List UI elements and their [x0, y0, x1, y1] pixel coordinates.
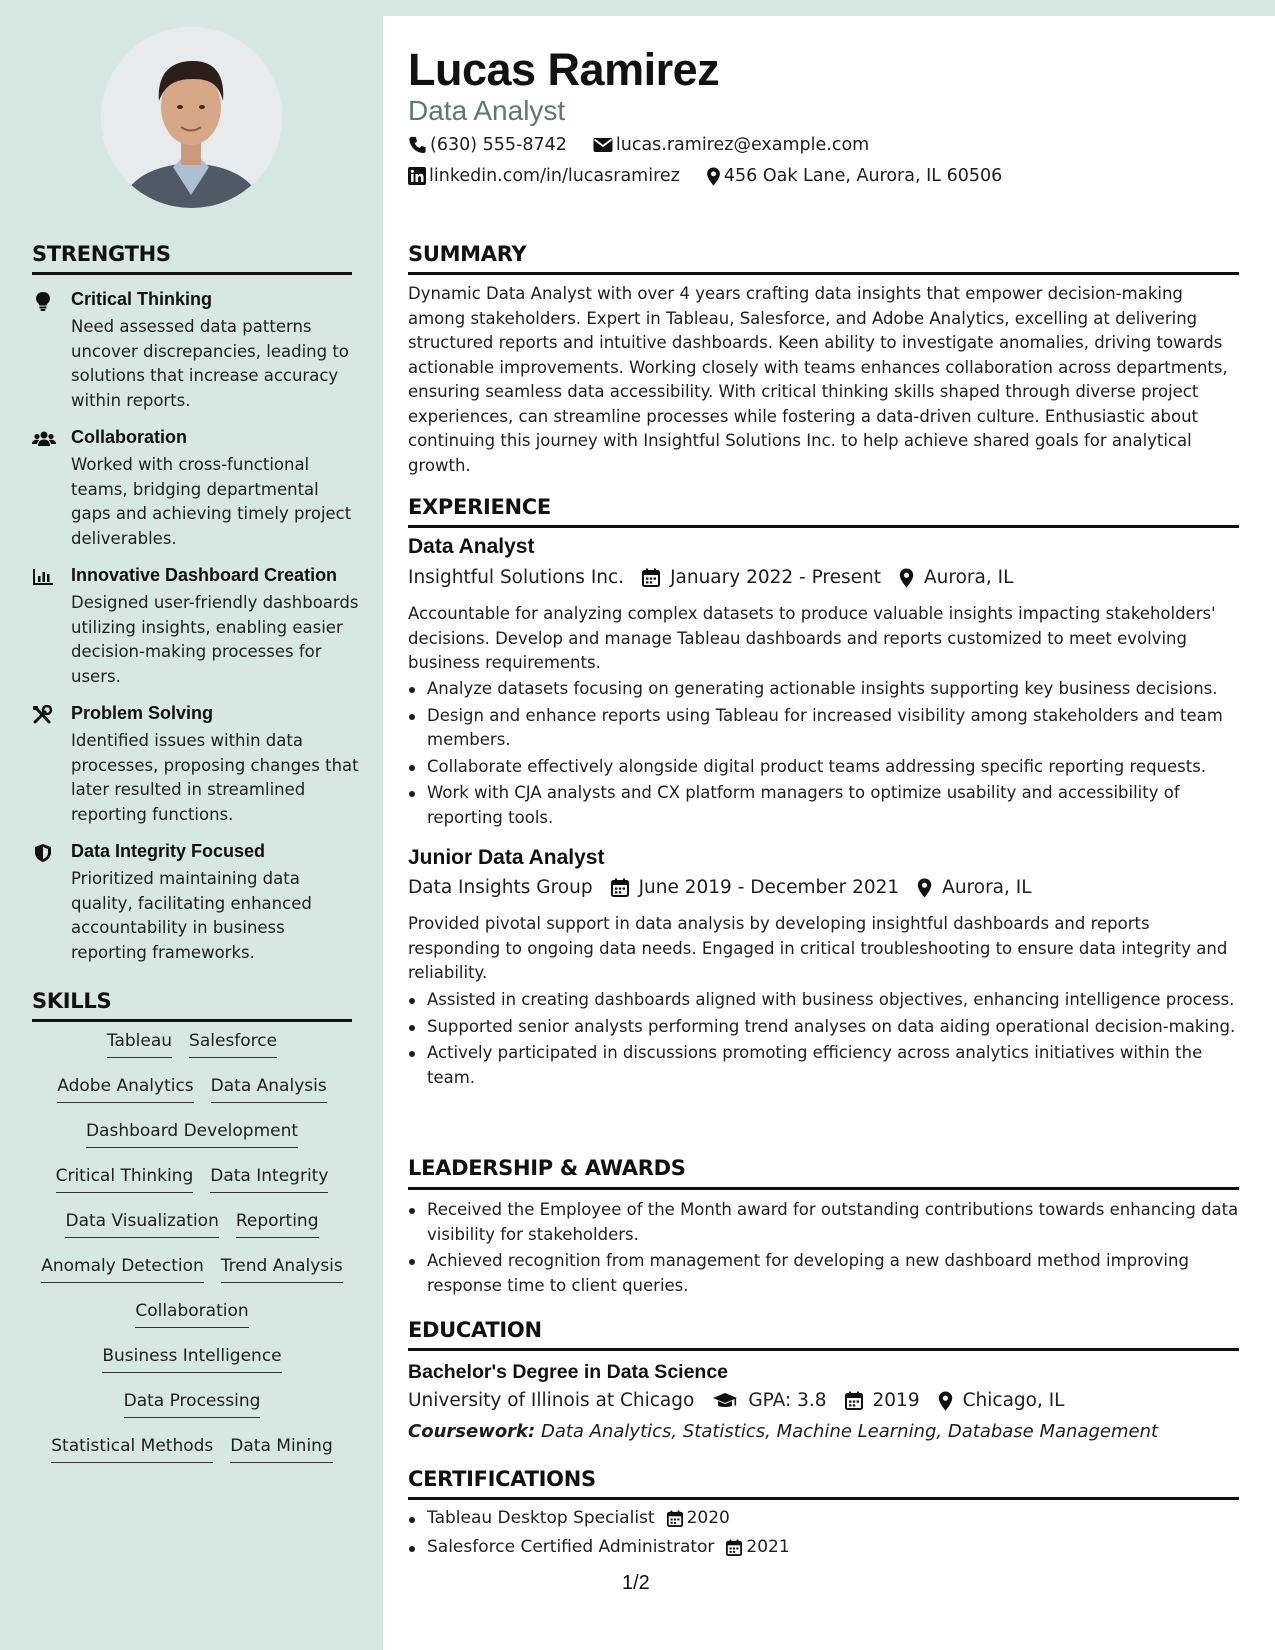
job-description: Accountable for analyzing complex datasets to produce valuable insights impacting stakeholders' decisions. Develop and manage Tableau dashboards and reports customized to meet evolving business requirements.	[408, 604, 1216, 672]
linkedin-icon	[408, 167, 426, 185]
list-item: Collaborate effectively alongside digital product teams addressing specific reporting requests.	[427, 755, 1242, 780]
certification-year: 2020	[686, 1508, 730, 1528]
skill-tag: Data Mining	[230, 1436, 332, 1463]
job-bullets	[427, 677, 1242, 832]
location-pin-icon	[917, 878, 932, 898]
candidate-title: Data Analyst	[408, 95, 566, 126]
job-location: Aurora, IL	[924, 567, 1014, 588]
users-icon	[32, 429, 56, 449]
certification-year: 2021	[746, 1537, 790, 1557]
calendar-icon	[845, 1391, 863, 1410]
school-name: University of Illinois at Chicago	[408, 1390, 695, 1411]
calendar-icon	[611, 878, 629, 897]
tools-icon	[32, 705, 54, 725]
job-company: Data Insights Group	[408, 877, 593, 898]
skill-tag: Collaboration	[135, 1301, 248, 1328]
skill-tag: Anomaly Detection	[41, 1256, 204, 1283]
skill-tag: Trend Analysis	[221, 1256, 343, 1283]
address-text: 456 Oak Lane, Aurora, IL 60506	[723, 166, 1003, 186]
calendar-icon	[642, 568, 660, 587]
list-item: Received the Employee of the Month award for outstanding contributions towards enhancing data visibility for stakeholders.	[427, 1198, 1242, 1247]
job-description: Provided pivotal support in data analysis by developing insightful dashboards and reports responding to ongoing data needs. Engaged in critical troubleshooting to ensure data integrity and reliability.	[408, 914, 1228, 982]
strength-title: Collaboration	[71, 427, 187, 447]
skill-tag: Salesforce	[189, 1031, 277, 1058]
contact-row	[408, 135, 895, 155]
email-text: lucas.ramirez@example.com	[615, 135, 870, 155]
skills-rule	[32, 1019, 352, 1022]
degree-title: Bachelor's Degree in Data Science	[408, 1361, 729, 1383]
list-item: Supported senior analysts performing trend analyses on data aiding operational decision-making.	[427, 1015, 1242, 1040]
skills-list	[32, 1031, 352, 1481]
education-meta	[408, 1390, 1083, 1411]
education-rule	[408, 1348, 1239, 1351]
contact-row	[408, 166, 1028, 186]
skill-tag: Critical Thinking	[56, 1166, 194, 1193]
education-heading: EDUCATION	[408, 1318, 542, 1342]
skill-tag: Business Intelligence	[102, 1346, 281, 1373]
strength-desc: Need assessed data patterns uncover discrepancies, leading to solutions that increase accuracy within reports.	[71, 317, 349, 410]
list-item: Design and enhance reports using Tableau for increased visibility among stakeholders and team members.	[427, 704, 1242, 753]
job-bullets	[427, 988, 1242, 1092]
strengths-rule	[32, 272, 352, 275]
strength-title: Problem Solving	[71, 703, 214, 723]
strength-title: Critical Thinking	[71, 289, 213, 309]
graduation-cap-icon	[712, 1392, 738, 1410]
calendar-icon	[667, 1510, 683, 1527]
school-location: Chicago, IL	[962, 1390, 1065, 1411]
leadership-bullets	[427, 1198, 1242, 1300]
certification-item	[427, 1537, 790, 1557]
linkedin-text: linkedin.com/in/lucasramirez	[429, 166, 680, 186]
job-company: Insightful Solutions Inc.	[408, 567, 625, 588]
location-pin-icon	[706, 167, 721, 186]
lightbulb-icon	[32, 291, 54, 311]
job-meta	[408, 877, 1050, 898]
bar-chart-icon	[32, 567, 54, 587]
skills-heading: SKILLS	[32, 989, 112, 1013]
list-item: Achieved recognition from management for developing a new dashboard method improving response time to client queries.	[427, 1249, 1242, 1298]
certification-name: Salesforce Certified Administrator	[427, 1537, 715, 1557]
skill-tag: Tableau	[107, 1031, 172, 1058]
strength-title: Innovative Dashboard Creation	[71, 565, 338, 585]
skill-tag: Statistical Methods	[51, 1436, 213, 1463]
skill-tag: Data Processing	[124, 1391, 261, 1418]
phone-icon	[408, 136, 427, 154]
skill-tag: Data Integrity	[210, 1166, 328, 1193]
job-title: Junior Data Analyst	[408, 846, 605, 869]
calendar-icon	[726, 1539, 742, 1556]
strength-title: Data Integrity Focused	[71, 841, 266, 861]
location-pin-icon	[899, 568, 914, 588]
avatar	[101, 27, 282, 208]
shield-icon	[32, 843, 54, 863]
job-title: Data Analyst	[408, 535, 535, 558]
avatar-photo-icon	[101, 27, 282, 208]
list-item: Actively participated in discussions promoting efficiency across analytics initiatives within the team.	[427, 1041, 1242, 1090]
list-item: Analyze datasets focusing on generating actionable insights supporting key business decisions.	[427, 677, 1242, 702]
job-location: Aurora, IL	[942, 877, 1032, 898]
certifications-rule	[408, 1497, 1239, 1500]
certification-name: Tableau Desktop Specialist	[427, 1508, 655, 1528]
phone-text: (630) 555-8742	[430, 135, 567, 155]
experience-rule	[408, 525, 1239, 528]
strength-desc: Identified issues within data processes, proposing changes that later resulted in streamlined reporting functions.	[71, 731, 359, 824]
email-icon	[593, 137, 613, 153]
page-number: 1/2	[622, 1572, 650, 1594]
job-dates: June 2019 - December 2021	[638, 877, 900, 898]
skill-tag: Data Analysis	[211, 1076, 327, 1103]
graduation-year: 2019	[872, 1390, 920, 1411]
summary-rule	[408, 272, 1239, 275]
summary-heading: SUMMARY	[408, 242, 527, 266]
strengths-heading: STRENGTHS	[32, 242, 171, 266]
certification-item	[427, 1508, 730, 1528]
coursework	[408, 1421, 1158, 1442]
list-item: Assisted in creating dashboards aligned with business objectives, enhancing intelligence process.	[427, 988, 1242, 1013]
skill-tag: Reporting	[236, 1211, 319, 1238]
experience-heading: EXPERIENCE	[408, 495, 551, 519]
coursework-label: Coursework:	[408, 1421, 536, 1442]
certifications-heading: CERTIFICATIONS	[408, 1467, 596, 1491]
leadership-heading: LEADERSHIP & AWARDS	[408, 1156, 686, 1180]
gpa-text: GPA: 3.8	[748, 1390, 827, 1411]
job-meta	[408, 567, 1031, 588]
strength-desc: Designed user-friendly dashboards utilizing insights, enabling easier decision-making processes for users.	[71, 593, 359, 686]
strength-desc: Prioritized maintaining data quality, facilitating enhanced accountability in business reporting frameworks.	[71, 869, 312, 962]
skill-tag: Data Visualization	[65, 1211, 218, 1238]
list-item: Work with CJA analysts and CX platform managers to optimize usability and accessibility of reporting tools.	[427, 781, 1242, 830]
skill-tag: Adobe Analytics	[57, 1076, 193, 1103]
summary-text: Dynamic Data Analyst with over 4 years crafting data insights that empower decision-making among stakeholders. Expert in Tableau, Salesforce, and Adobe Analytics, excelling at delivering structured reports and intuitive dashboards. Keen ability to investigate anomalies, driving towards actionable improvements. Working closely with teams enhances collaboration across departments, ensuring seamless data accessibility. With critical thinking skills shaped through diverse project experiences, can streamline processes while fostering a data-driven culture. Enthusiastic about continuing this journey with Insightful Solutions Inc. to help achieve shared goals for analytical growth.	[408, 284, 1228, 475]
location-pin-icon	[938, 1391, 953, 1411]
strength-desc: Worked with cross-functional teams, bridging departmental gaps and achieving timely project deliverables.	[71, 455, 352, 548]
job-dates: January 2022 - Present	[670, 567, 882, 588]
skill-tag: Dashboard Development	[86, 1121, 298, 1148]
coursework-text: Data Analytics, Statistics, Machine Learning, Database Management	[540, 1421, 1159, 1442]
leadership-rule	[408, 1187, 1239, 1190]
candidate-name: Lucas Ramirez	[408, 44, 720, 95]
